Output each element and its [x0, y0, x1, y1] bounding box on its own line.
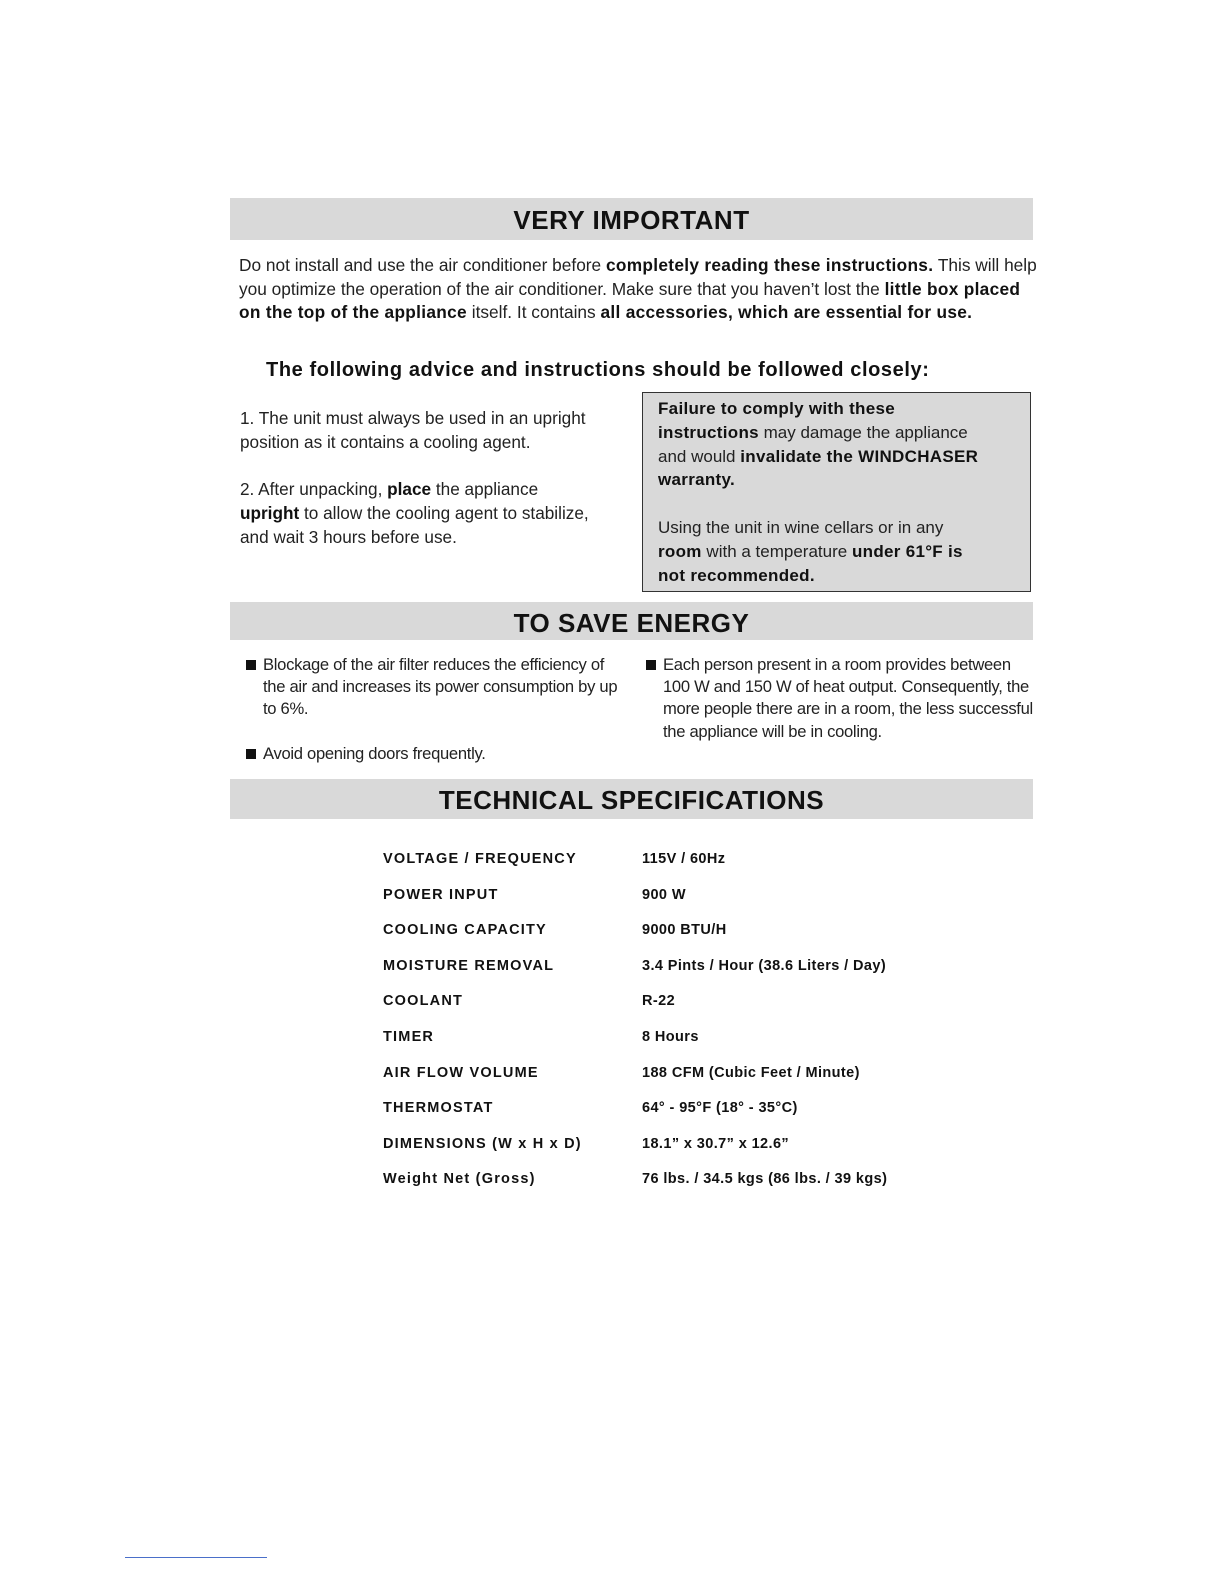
- intro-text-1: Do not install and use the air conditioner before: [239, 255, 606, 275]
- warning-p2-b1: room: [658, 541, 702, 561]
- spec-value: 115V / 60Hz: [642, 851, 726, 867]
- spec-row: [383, 851, 943, 887]
- intro-paragraph: [239, 254, 1039, 325]
- warning-paragraph-1: [658, 397, 1030, 492]
- spec-row: [383, 1136, 943, 1172]
- spec-table: [383, 851, 943, 1207]
- spec-row: [383, 993, 943, 1029]
- spec-label: AIR FLOW VOLUME: [383, 1064, 539, 1081]
- footnote-separator-line: [125, 1557, 267, 1558]
- warning-p2-t2: with a temperature: [701, 541, 852, 561]
- save-energy-banner: TO SAVE ENERGY: [230, 602, 1033, 640]
- warning-b2: instructions: [658, 422, 759, 442]
- energy-tip: [246, 743, 626, 765]
- energy-tip-text: Avoid opening doors frequently.: [263, 743, 486, 763]
- spec-row: [383, 1171, 943, 1207]
- energy-tips-right: [646, 654, 1036, 765]
- spec-label: MOISTURE REMOVAL: [383, 957, 555, 974]
- spec-value: 9000 BTU/H: [642, 922, 727, 939]
- spec-value: 900 W: [642, 886, 686, 903]
- intro-text-3: itself. It contains: [466, 302, 601, 323]
- intro-text-2: This will help you optimize the operation of the air conditioner. Make sure that you haven’t lost the: [239, 255, 1037, 299]
- warning-b4: warranty.: [658, 470, 736, 490]
- warning-p2-t1: Using the unit in wine cellars or in any: [658, 517, 944, 537]
- spec-label: TIMER: [383, 1028, 435, 1045]
- warning-p2-b3: not recommended.: [658, 565, 815, 585]
- spec-row: [383, 1065, 943, 1101]
- spec-value: 18.1” x 30.7” x 12.6”: [642, 1135, 790, 1152]
- step-2: [240, 478, 620, 549]
- spec-value: 64° - 95°F (18° - 35°C): [642, 1100, 798, 1117]
- step-1: 1. The unit must always be used in an upright position as it contains a cooling agent.: [240, 408, 586, 452]
- energy-tip-text: Blockage of the air filter reduces the efficiency of the air and increases its power consumption by up to 6%.: [263, 655, 618, 719]
- very-important-banner: VERY IMPORTANT: [230, 198, 1033, 240]
- intro-bold-1: completely reading these instructions.: [605, 255, 934, 275]
- warning-p2-b2: under 61°F is: [851, 541, 963, 561]
- technical-specifications-banner: TECHNICAL SPECIFICATIONS: [230, 779, 1033, 819]
- spec-row: [383, 887, 943, 923]
- spec-label: COOLING CAPACITY: [383, 922, 547, 939]
- warning-t1: may damage the appliance: [758, 422, 968, 442]
- spec-label: Weight Net (Gross): [383, 1171, 536, 1188]
- step-2-text-3: to allow the cooling agent to stabilize, and wait 3 hours before use.: [240, 503, 589, 547]
- bullet-square-icon: [246, 660, 256, 670]
- spec-label: VOLTAGE / FREQUENCY: [383, 851, 577, 867]
- intro-bold-3: all accessories, which are essential for use.: [600, 302, 973, 323]
- spec-label: COOLANT: [383, 993, 464, 1010]
- spec-value: 76 lbs. / 34.5 kgs (86 lbs. / 39 kgs): [642, 1171, 888, 1188]
- energy-tip: [646, 654, 1036, 743]
- step-2-bold-2: upright: [240, 503, 300, 524]
- intro-bold-2: little box placed on the top of the appliance: [239, 278, 1021, 323]
- spec-value: 3.4 Pints / Hour (38.6 Liters / Day): [642, 957, 887, 974]
- spec-label: THERMOSTAT: [383, 1100, 494, 1117]
- bullet-square-icon: [646, 660, 656, 670]
- spec-value: 8 Hours: [642, 1028, 699, 1045]
- energy-tips-left: [246, 654, 626, 787]
- spec-row: [383, 922, 943, 958]
- spec-value: R-22: [642, 993, 676, 1010]
- step-2-text-2: the appliance: [431, 479, 539, 500]
- warning-box: [642, 392, 1031, 592]
- energy-tip: [246, 654, 626, 721]
- spec-value: 188 CFM (Cubic Feet / Minute): [642, 1064, 860, 1081]
- advice-heading: The following advice and instructions should be followed closely:: [266, 359, 930, 381]
- step-2-text-1: 2. After unpacking,: [240, 479, 388, 500]
- spec-row: [383, 958, 943, 994]
- step-2-bold-1: place: [387, 479, 432, 500]
- energy-tip-text: Each person present in a room provides between 100 W and 150 W of heat output. Consequently, the more people there are in a room, the less successful the appliance will be in cooling.: [663, 655, 1033, 741]
- warning-b1: Failure to comply with these: [658, 399, 895, 418]
- spec-label: POWER INPUT: [383, 886, 499, 903]
- instruction-steps: [240, 407, 620, 574]
- warning-t2: and would: [658, 446, 741, 466]
- spec-label: DIMENSIONS (W x H x D): [383, 1135, 582, 1152]
- warning-b3: invalidate the WINDCHASER: [740, 446, 979, 466]
- spec-row: [383, 1100, 943, 1136]
- warning-paragraph-2: [658, 516, 1030, 587]
- bullet-square-icon: [246, 749, 256, 759]
- spec-row: [383, 1029, 943, 1065]
